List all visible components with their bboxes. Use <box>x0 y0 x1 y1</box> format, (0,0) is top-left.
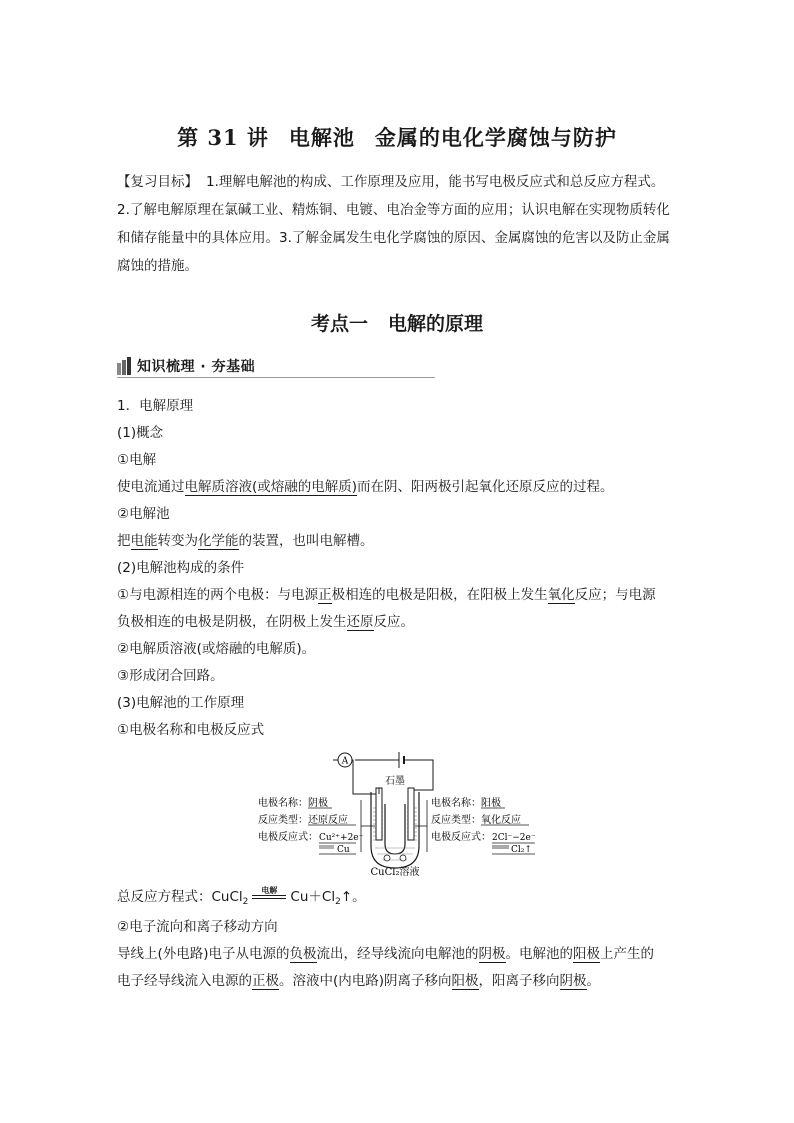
svg-text:电极反应式： <box>258 830 318 843</box>
graphite-label: 石墨 <box>385 776 405 787</box>
heading-working-principle: (3)电解池的工作原理 <box>117 695 245 711</box>
heading-concept: (1)概念 <box>117 425 164 441</box>
review-goal-1: 1.理解电解池的构成、工作原理及应用，能书写电极反应式和总反应方程式。 <box>206 174 665 190</box>
gas-arrow: ↑。 <box>340 889 366 905</box>
condition-1-line-1 <box>117 585 687 605</box>
cathode-eq-reactants: Cu²⁺+2e⁻ <box>319 833 364 843</box>
section-name: 电解的原理 <box>388 313 484 335</box>
electron-flow-heading: ②电子流向和离子移动方向 <box>117 919 278 935</box>
total-label: 总反应方程式： <box>117 889 212 905</box>
ammeter-icon <box>338 753 352 767</box>
cell-definition <box>117 531 687 551</box>
electron-flow-line-2 <box>117 971 687 991</box>
underlined-answer: 正极 <box>252 973 279 989</box>
text: 。电解池的 <box>505 946 574 962</box>
condition-3: ③形成闭合回路。 <box>117 668 224 684</box>
cathode-eq-product: Cu <box>337 845 350 855</box>
cathode-name-value: 阴极 <box>308 798 328 809</box>
svg-text:阳极 <box>481 796 501 809</box>
svg-text:氧化反应 <box>481 813 521 826</box>
cation-icon <box>384 855 390 861</box>
electron-flow-line-1 <box>117 944 687 964</box>
underlined-answer: 正 <box>318 587 332 603</box>
svg-text:Cu <box>337 845 350 855</box>
electrolysis-definition <box>117 477 687 497</box>
anode-name-value: 阳极 <box>481 798 501 809</box>
svg-text:阴极 <box>308 796 328 809</box>
text: 上产生的 <box>600 946 655 962</box>
cathode-eq-label: 电极反应式： <box>258 832 318 843</box>
condition-1-line-2 <box>117 612 687 632</box>
text: 负极相连的电极是阴极，在阴极上发生 <box>117 614 347 630</box>
underlined-answer: 负极 <box>289 946 317 962</box>
title-topic-2: 金属的电化学腐蚀与防护 <box>374 125 617 150</box>
u-tube-inner <box>385 804 405 854</box>
section-number: 考点一 <box>310 313 368 335</box>
electrolysis-cell-diagram <box>255 748 540 876</box>
underlined-answer: 电解质溶液(或熔融的电解质) <box>184 479 358 495</box>
electrode-names-heading: ①电极名称和电极反应式 <box>117 722 265 738</box>
review-goals <box>117 168 679 280</box>
reactant: CuCl <box>211 889 243 905</box>
text: 的装置，也叫电解槽。 <box>238 533 374 549</box>
text: 流出，经导线流向电解池的 <box>316 946 479 962</box>
svg-text:2Cl⁻−2e⁻ <box>492 833 536 843</box>
text: 。溶液中(内电路)阴离子移向 <box>279 973 452 989</box>
battery-icon <box>397 752 407 768</box>
cathode-annotations <box>258 796 364 855</box>
text: 反应；与电源 <box>574 587 656 603</box>
text: 把 <box>117 533 131 549</box>
anode-rod <box>408 788 414 840</box>
text: 使电流通过 <box>117 479 185 495</box>
reaction-condition: 电解 <box>261 886 278 895</box>
review-label: 【复习目标】 <box>117 174 198 190</box>
section-title <box>0 309 794 336</box>
svg-text:电极名称： <box>258 796 308 809</box>
anion-icon <box>400 855 406 861</box>
svg-text:电极反应式： <box>431 830 491 843</box>
equal-sign-with-condition <box>252 887 286 903</box>
anode-eq-label: 电极反应式： <box>431 832 491 843</box>
anode-annotations <box>431 796 536 855</box>
total-equation <box>117 887 687 912</box>
review-goal-2-3: 2.了解电解原理在氯碱工业、精炼铜、电镀、电冶金等方面的应用；认识电解在实现物质转化和储存能量中的具体应用。3.了解金属发生电化学腐蚀的原因、金属腐蚀的危害以及防止金属腐蚀的措施。 <box>117 202 670 274</box>
knowledge-banner <box>117 355 435 378</box>
svg-text:Cl₂↑ <box>511 845 532 855</box>
page-title <box>0 122 794 152</box>
text: ①与电源相连的两个电极：与电源 <box>117 587 319 603</box>
circuit-wires <box>315 760 433 794</box>
text: 。 <box>586 973 601 989</box>
anode-type-label: 反应类型： <box>431 815 481 826</box>
subscript: 2 <box>242 897 249 907</box>
text: 反应。 <box>373 614 414 630</box>
svg-text:Cu²⁺+2e⁻ <box>319 833 364 843</box>
concept-cell: ②电解池 <box>117 506 170 522</box>
underlined-answer: 阴极 <box>478 946 506 962</box>
cathode-type-label: 反应类型： <box>258 815 308 826</box>
banner-label: 知识梳理 · 夯基础 <box>137 359 256 375</box>
subscript: 2 <box>335 897 341 907</box>
underlined-answer: 阳极 <box>451 973 479 989</box>
banner-bars-icon <box>117 357 131 375</box>
underlined-answer: 电能 <box>130 533 158 549</box>
underlined-answer: 化学能 <box>198 533 239 549</box>
text: 转变为 <box>157 533 198 549</box>
products: Cu＋Cl <box>290 889 336 905</box>
underlined-answer: 氧化 <box>547 587 575 603</box>
svg-text:反应类型： <box>431 813 481 826</box>
heading-1: 1．电解原理 <box>117 398 194 414</box>
anode-eq-reactants: 2Cl⁻−2e⁻ <box>492 833 536 843</box>
concept-electrolysis: ①电解 <box>117 452 157 468</box>
text: 极相连的电极是阳极，在阳极上发生 <box>331 587 548 603</box>
cathode-type-value: 还原反应 <box>308 815 348 826</box>
cathode-name-label: 电极名称： <box>258 798 308 809</box>
text: 而在阴、阳两极引起氧化还原反应的过程。 <box>357 479 614 495</box>
text: 电子经导线流入电源的 <box>117 973 252 989</box>
underlined-answer: 阴极 <box>559 973 587 989</box>
underlined-answer: 还原 <box>346 614 374 630</box>
heading-conditions: (2)电解池构成的条件 <box>117 560 245 576</box>
cathode-rod <box>376 788 382 840</box>
anode-name-label: 电极名称： <box>431 798 481 809</box>
svg-text:反应类型： <box>258 813 308 826</box>
text: ，阳离子移向 <box>478 973 560 989</box>
anode-type-value: 氧化反应 <box>481 815 521 826</box>
lecture-number: 第 31 讲 <box>177 125 269 150</box>
svg-text:还原反应 <box>308 813 348 826</box>
anode-eq-product: Cl₂↑ <box>511 845 532 855</box>
text: 导线上(外电路)电子从电源的 <box>117 946 290 962</box>
solution-label: CuCl₂溶液 <box>370 867 420 876</box>
underlined-answer: 阳极 <box>573 946 601 962</box>
title-topic-1: 电解池 <box>288 125 355 150</box>
condition-2: ②电解质溶液(或熔融的电解质)。 <box>117 641 316 657</box>
svg-text:电极名称： <box>431 796 481 809</box>
ammeter-label: A <box>341 756 349 767</box>
